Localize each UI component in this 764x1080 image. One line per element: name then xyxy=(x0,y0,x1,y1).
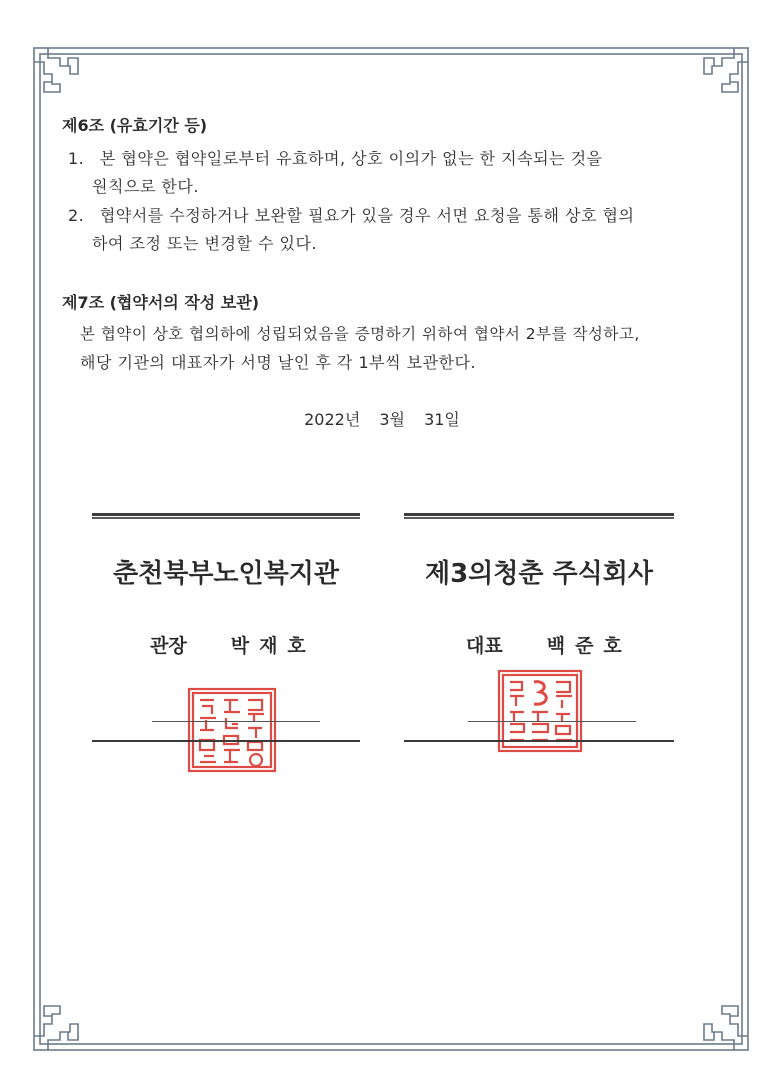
right-representative xyxy=(466,631,632,658)
left-signature-line xyxy=(152,721,320,722)
article6-item2-number: 2. xyxy=(68,206,85,225)
left-party-double-rule xyxy=(92,513,360,519)
article6-item1-line2: 원칙으로 한다. xyxy=(92,177,199,196)
agreement-date: 2022년 3월 31일 xyxy=(304,410,460,429)
article7-line2: 해당 기관의 대표자가 서명 날인 후 각 1부씩 보관한다. xyxy=(80,353,477,372)
right-representative-name: 백준호 xyxy=(546,635,632,657)
left-representative-title: 관장 xyxy=(150,635,187,657)
right-representative-title: 대표 xyxy=(466,635,503,657)
article6-item1-number: 1. xyxy=(68,149,85,168)
right-party-bottom-rule xyxy=(404,740,674,742)
article6-item2-line1 xyxy=(68,203,634,226)
article6-title: 제6조 (유효기간 등) xyxy=(62,116,208,135)
left-organization-name: 춘천북부노인복지관 xyxy=(112,559,340,589)
article6-item2-line2: 하여 조정 또는 변경할 수 있다. xyxy=(92,234,317,253)
article7-line1: 본 협약이 상호 협의하에 성립되었음을 증명하기 위하여 협약서 2부를 작성하고, xyxy=(80,325,640,343)
left-representative-name: 박재호 xyxy=(230,635,316,657)
article6-item1-text: 본 협약은 협약일로부터 유효하며, 상호 이의가 없는 한 지속되는 것을 xyxy=(99,149,603,168)
article7-title: 제7조 (협약서의 작성 보관) xyxy=(62,293,260,312)
left-party-bottom-rule xyxy=(92,740,360,742)
article6-item1-line1 xyxy=(68,146,603,169)
right-party-double-rule xyxy=(404,513,674,519)
article6-item2-text: 협약서를 수정하거나 보완할 필요가 있을 경우 서면 요청을 통해 상호 협의 xyxy=(99,206,635,225)
left-organization-seal xyxy=(186,686,278,774)
right-organization-name: 제3의청춘 주식회사 xyxy=(424,559,654,589)
left-representative xyxy=(150,631,316,658)
right-signature-line xyxy=(468,721,636,722)
